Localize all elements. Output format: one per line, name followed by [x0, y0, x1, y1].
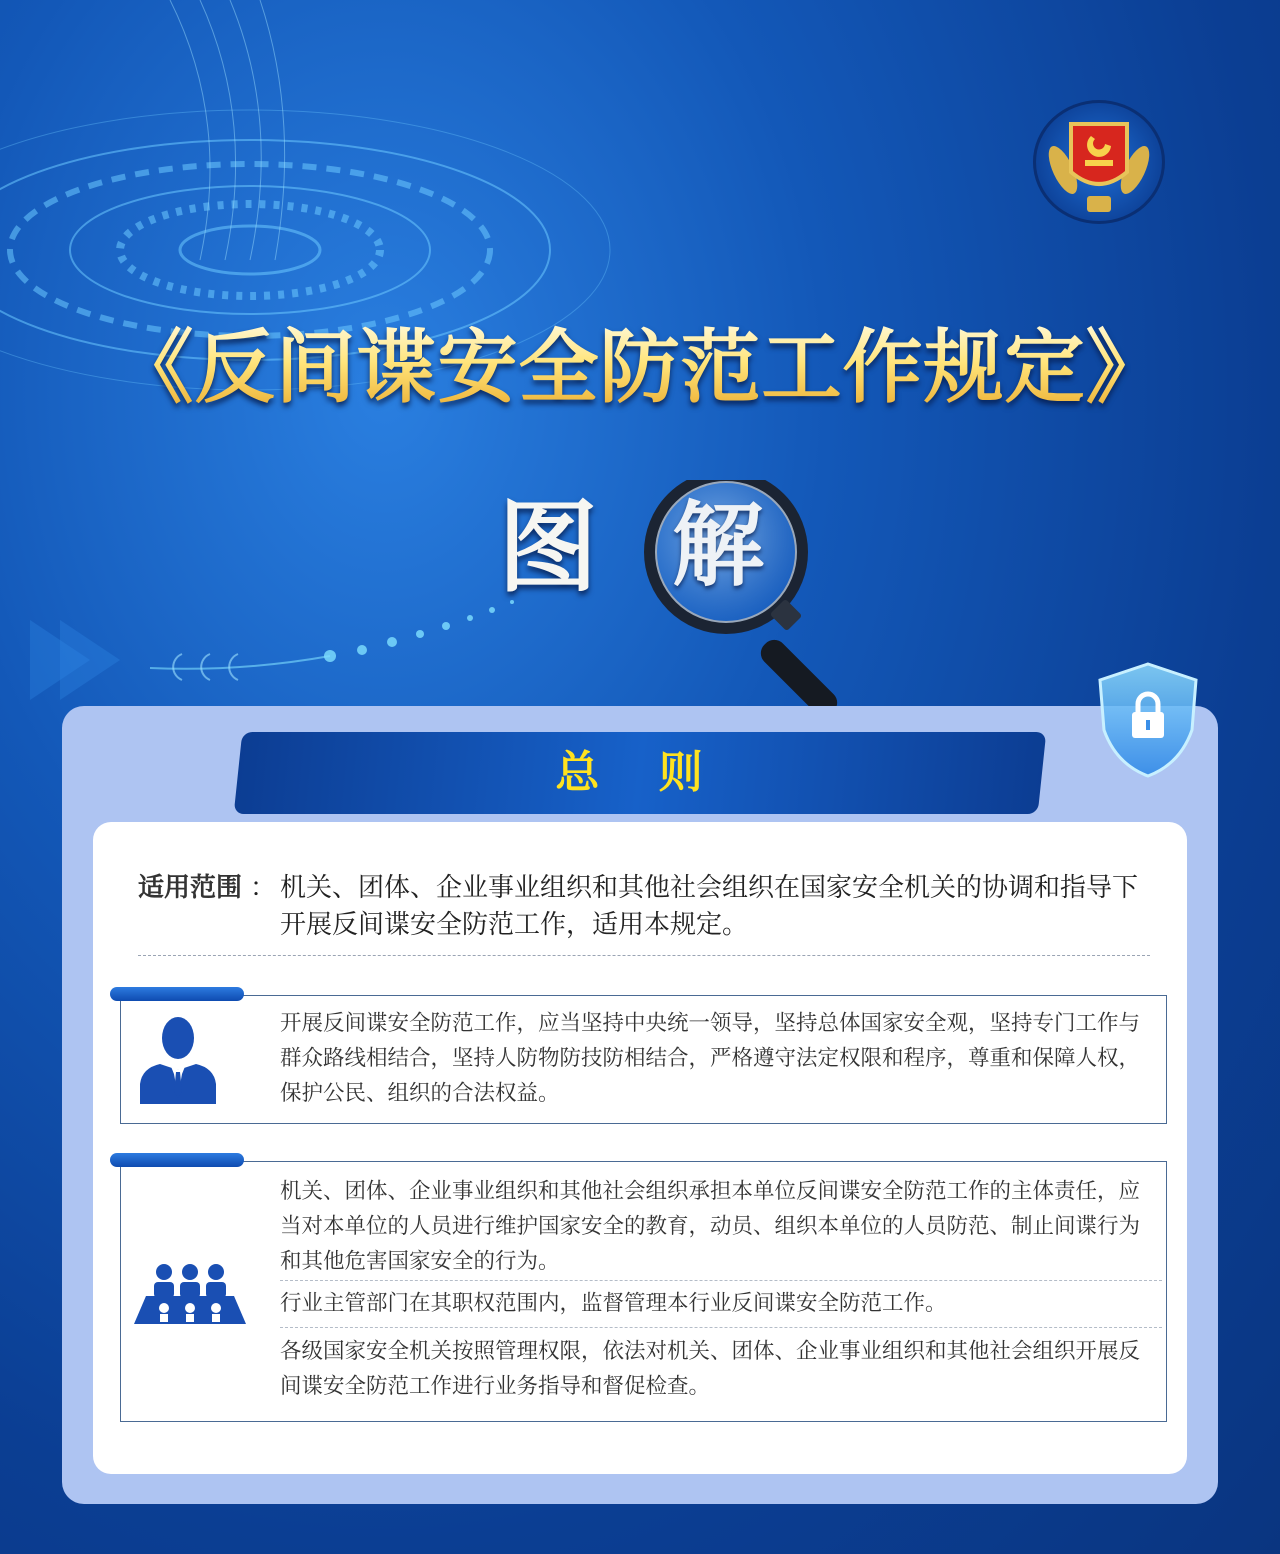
- divider: [280, 1327, 1162, 1328]
- box-tab: [110, 987, 244, 1001]
- scope-label: 适用范围: [138, 873, 243, 903]
- page-title: 《反间谍安全防范工作规定》: [0, 318, 1280, 418]
- divider: [280, 1280, 1162, 1281]
- principles-text: 开展反间谍安全防范工作，应当坚持中央统一领导，坚持总体国家安全观，坚持专门工作与群众路线相结合，坚持人防物防技防相结合，严格遵守法定权限和程序，尊重和保障人权，保护公民、组织的合法权益。: [280, 1011, 1141, 1106]
- shield-lock-icon: [1096, 660, 1200, 780]
- scope-colon: ：: [250, 873, 277, 903]
- responsibility-item: 行业主管部门在其职权范围内，监督管理本行业反间谍安全防范工作。: [280, 1291, 947, 1316]
- scope-text: 机关、团体、企业事业组织和其他社会组织在国家安全机关的协调和指导下开展反间谍安全防范工作，适用本规定。: [280, 873, 1139, 940]
- national-security-emblem-icon: [1033, 100, 1165, 224]
- box-tab: [110, 1153, 244, 1167]
- responsibility-item: 各级国家安全机关按照管理权限，依法对机关、团体、企业事业组织和其他社会组织开展反间谍安全防范工作进行业务指导和督促检查。: [280, 1339, 1141, 1399]
- person-icon: [138, 1012, 218, 1104]
- divider: [138, 955, 1150, 956]
- responsibility-item: 机关、团体、企业事业组织和其他社会组织承担本单位反间谍安全防范工作的主体责任，应当对本单位的人员进行维护国家安全的教育，动员、组织本单位的人员防范、制止间谍行为和其他危害国家安全的行为。: [280, 1179, 1141, 1274]
- subtitle-char-jie: 解: [672, 492, 765, 599]
- section-heading: 总 则: [555, 747, 725, 798]
- meeting-group-icon: [134, 1262, 246, 1328]
- subtitle-char-tu: 图: [498, 489, 598, 606]
